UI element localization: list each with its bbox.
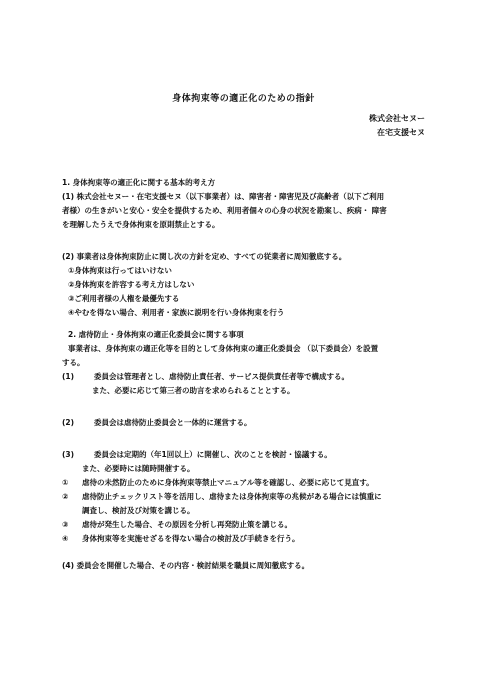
paragraph-line: 事業者は、身体拘束の適正化等を目的として身体拘束の適正化委員会 （以下委員会）を設置 bbox=[68, 344, 379, 353]
paragraph-subline: また、必要に応じて第三者の助言を求められることとする。 bbox=[92, 386, 295, 395]
list-item bbox=[62, 476, 432, 490]
paragraph-line: (4) 委員会を開催した場合、その内容・検討結果を職員に周知徹底する。 bbox=[62, 561, 310, 570]
paragraph-number: (3) bbox=[62, 450, 75, 459]
office-name: 在宅支援セヌ bbox=[377, 128, 425, 137]
paragraph-text: 委員会は虐待防止委員会と一体的に運営する。 bbox=[94, 418, 252, 427]
section-heading: 2. 虐待防止・身体拘束の適正化委員会に関する事項 bbox=[68, 330, 244, 339]
list-item-text: 身体拘束等を実施せざるを得ない場合の検討及び手続きを行う。 bbox=[82, 534, 300, 543]
paragraph-text: 委員会は定期的（年1回以上）に開催し、次のことを検討・協議する。 bbox=[94, 450, 332, 459]
paragraph-line: (1) 株式会社セヌー・在宅支援セヌ（以下事業者）は、障害者・障害児及び高齢者（以下ご利用 bbox=[62, 192, 385, 201]
policy-item: ③ご利用者様の人権を最優先する bbox=[68, 294, 180, 303]
list-marker: ③ bbox=[62, 520, 69, 529]
policy-item: ②身体拘束を許容する考え方はしない bbox=[68, 280, 195, 289]
list-item-continuation: 調査し、検討及び対策を講じる。 bbox=[82, 506, 195, 515]
list-item-text: 虐待防止チェックリスト等を活用し、虐待または身体拘束等の兆候がある場合には慎重に bbox=[82, 492, 382, 501]
section-heading: 1. 身体拘束等の適正化に関する基本的考え方 bbox=[62, 178, 216, 187]
list-marker: ② bbox=[62, 492, 69, 501]
policy-item: ①身体拘束は行ってはいけない bbox=[68, 266, 172, 275]
list-item-text: 虐待が発生した場合、その原因を分析し再発防止策を講じる。 bbox=[82, 520, 292, 529]
list-item bbox=[62, 490, 432, 504]
numbered-paragraph bbox=[62, 370, 432, 384]
policy-item: ④やむを得ない場合、利用者・家族に説明を行い身体拘束を行う bbox=[68, 308, 285, 317]
paragraph-number: (2) bbox=[62, 418, 75, 427]
numbered-paragraph bbox=[62, 416, 432, 430]
list-item bbox=[62, 532, 432, 546]
paragraph-number: (1) bbox=[62, 372, 75, 381]
list-marker: ① bbox=[62, 478, 69, 487]
paragraph-text: 委員会は管理者とし、虐待防止責任者、サービス提供責任者等で構成する。 bbox=[94, 372, 349, 381]
list-item-text: 虐待の未然防止のために身体拘束等禁止マニュアル等を確認し、必要に応じて見直す。 bbox=[82, 478, 374, 487]
document-body bbox=[62, 176, 432, 573]
paragraph-line: する。 bbox=[62, 358, 85, 367]
list-item bbox=[62, 518, 432, 532]
list-marker: ④ bbox=[62, 534, 69, 543]
company-name: 株式会社セヌー bbox=[369, 114, 425, 123]
document-title: 身体拘束等の適正化のための指針 bbox=[172, 94, 315, 104]
policy-heading: (2) 事業者は身体拘束防止に関し次の方針を定め、すべての従業者に周知徹底する。 bbox=[62, 252, 347, 261]
numbered-paragraph bbox=[62, 448, 432, 462]
paragraph-subline: また、必要時には随時開催する。 bbox=[82, 464, 195, 473]
paragraph-line: を理解したうえで身体拘束を原則禁止とする。 bbox=[62, 220, 220, 229]
paragraph-line: 者様）の生きがいと安心・安全を提供するため、利用者個々の心身の状況を勘案し、疾病・ 障害 bbox=[62, 206, 387, 215]
